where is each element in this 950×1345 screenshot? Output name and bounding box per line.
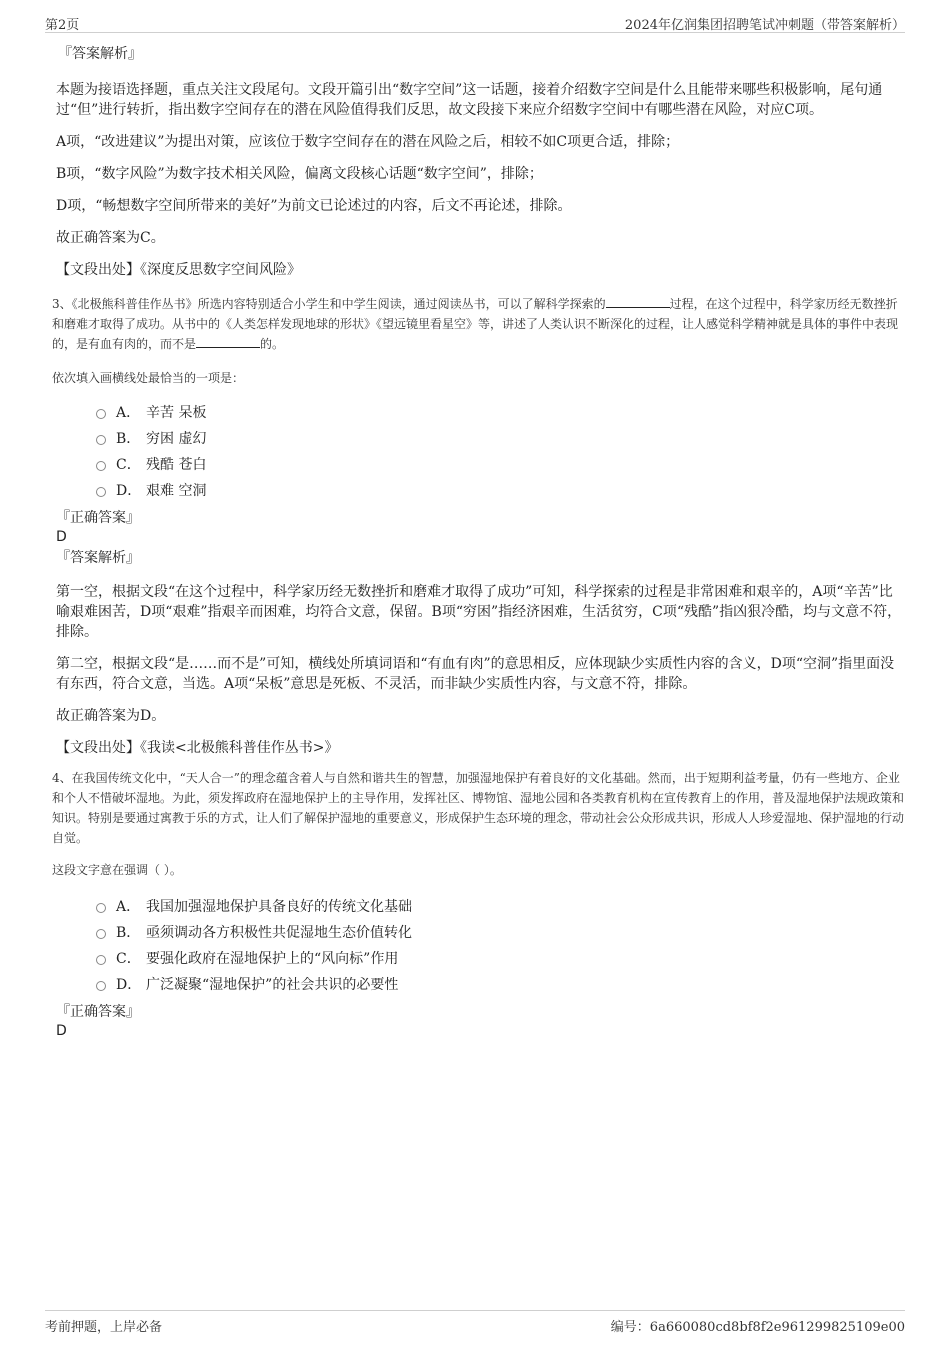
document-code: 编号：6a660080cd8bf8f2e961299825109e00	[610, 1320, 905, 1335]
analysis-paragraph: 本题为接语选择题，重点关注文段尾句。文段开篇引出“数字空间”这一话题，接着介绍数字空间是什么且能带来哪些积极影响，尾句通过“但”进行转折，指出数字空间存在的潜在风险值得我们反思，故文段接下来应介绍数字空间中有哪些潜在风险，对应C项。	[56, 82, 883, 118]
option-text: 穷困 虚幻	[146, 431, 207, 447]
analysis-label: 『答案解析』	[58, 46, 142, 62]
page-number: 第2页	[45, 18, 80, 33]
option-d[interactable]	[56, 478, 906, 504]
option-letter: D．	[116, 977, 142, 993]
correct-answer: D	[56, 529, 67, 545]
option-list	[56, 400, 906, 504]
question-prompt: 依次填入画横线处最恰当的一项是：	[52, 371, 245, 385]
option-a[interactable]	[56, 894, 906, 920]
option-letter: C．	[116, 457, 141, 473]
analysis-label: 『答案解析』	[56, 550, 140, 566]
analysis-paragraph: 第二空，根据文段“是……而不是”可知，横线处所填词语和“有血有肉”的意思相反，应体现缺少实质性内容的含义，D项“空洞”指里面没有东西，符合文意，当选。A项“呆板”意思是死板、不灵活，而非缺少实质性内容，与文意不符，排除。	[56, 656, 895, 692]
option-letter: C．	[116, 951, 141, 967]
radio-icon[interactable]	[96, 461, 106, 471]
radio-icon[interactable]	[96, 955, 106, 965]
radio-icon[interactable]	[96, 435, 106, 445]
radio-icon[interactable]	[96, 929, 106, 939]
option-b[interactable]	[56, 426, 906, 452]
fill-blank	[196, 335, 260, 348]
page-header	[45, 10, 905, 33]
question-stem-part: 的。	[260, 337, 285, 351]
question-stem: 4、在我国传统文化中，“天人合一”的理念蕴含着人与自然和谐共生的智慧，加强湿地保护有着良好的文化基础。然而，出于短期利益考量，仍有一些地方、企业和个人不惜破坏湿地。为此，须发挥政府在湿地保护上的主导作用，发挥社区、博物馆、湿地公园和各类教育机构在宣传教育上的作用，普及湿地保护法规政策和知识。特别是要通过寓教于乐的方式，让人们了解保护湿地的重要意义，形成保护生态环境的理念，带动社会公众形成共识，形成人人珍爱湿地、保护湿地的行动自觉。	[52, 771, 905, 845]
source-citation: 【文段出处】《我读<北极熊科普佳作丛书>》	[56, 740, 339, 756]
question-stem-part: 过程，在这个过程中，科学家历经无数挫折和磨难才取得了成功。从书中的《人类怎样发现地球的形状》《望远镜里看星空》等，讲述了人类认识不断深化的过程，让人感觉科学精神就是具体的事件中表现的，是有血有肉的，而不是	[52, 297, 899, 351]
option-a[interactable]	[56, 400, 906, 426]
question-stem-part: 3、《北极熊科普佳作丛书》所选内容特别适合小学生和中学生阅读，通过阅读丛书，可以了解科学探索的	[52, 297, 606, 311]
option-text: 我国加强湿地保护具备良好的传统文化基础	[146, 899, 412, 915]
radio-icon[interactable]	[96, 981, 106, 991]
analysis-paragraph: 第一空，根据文段“在这个过程中，科学家历经无数挫折和磨难才取得了成功”可知，科学探索的过程是非常困难和艰辛的，A项“辛苦”比喻艰难困苦，D项“艰难”指艰辛而困难，均符合文意，保留。B项“穷困”指经济困难，生活贫穷，C项“残酷”指凶狠冷酷，均与文意不符，排除。	[56, 584, 902, 640]
option-letter: B．	[116, 925, 141, 941]
fill-blank	[606, 295, 670, 308]
option-b[interactable]	[56, 920, 906, 946]
source-citation: 【文段出处】《深度反思数字空间风险》	[56, 262, 301, 278]
question-prompt: 这段文字意在强调（ ）。	[52, 863, 182, 877]
option-letter: A．	[116, 899, 141, 915]
option-list	[56, 894, 906, 998]
radio-icon[interactable]	[96, 487, 106, 497]
option-text: 残酷 苍白	[146, 457, 207, 473]
radio-icon[interactable]	[96, 409, 106, 419]
option-c[interactable]	[56, 946, 906, 972]
analysis-paragraph: A项，“改进建议”为提出对策，应该位于数字空间存在的潜在风险之后，相较不如C项更合适，排除；	[56, 134, 680, 150]
correct-answer-label: 『正确答案』	[56, 510, 140, 526]
page-footer	[45, 1310, 905, 1335]
option-text: 要强化政府在湿地保护上的“风向标”作用	[146, 951, 399, 967]
radio-icon[interactable]	[96, 903, 106, 913]
question-stem	[52, 294, 906, 354]
correct-answer-label: 『正确答案』	[56, 1004, 140, 1020]
option-text: 艰难 空洞	[146, 483, 207, 499]
option-text: 辛苦 呆板	[146, 405, 207, 421]
document-title: 2024年亿润集团招聘笔试冲刺题（带答案解析）	[624, 18, 905, 33]
option-letter: B．	[116, 431, 141, 447]
option-d[interactable]	[56, 972, 906, 998]
footer-slogan: 考前押题，上岸必备	[45, 1320, 163, 1335]
option-letter: D．	[116, 483, 142, 499]
page-content	[52, 44, 906, 1040]
analysis-paragraph: D项，“畅想数字空间所带来的美好”为前文已论述过的内容，后文不再论述，排除。	[56, 198, 572, 214]
option-letter: A．	[116, 405, 141, 421]
answer-conclusion: 故正确答案为C。	[56, 230, 165, 246]
answer-conclusion: 故正确答案为D。	[56, 708, 166, 724]
option-text: 亟须调动各方积极性共促湿地生态价值转化	[146, 925, 412, 941]
option-text: 广泛凝聚“湿地保护”的社会共识的必要性	[146, 977, 399, 993]
analysis-paragraph: B项，“数字风险”为数字技术相关风险，偏离文段核心话题“数字空间”，排除；	[56, 166, 543, 182]
correct-answer: D	[56, 1023, 67, 1039]
option-c[interactable]	[56, 452, 906, 478]
